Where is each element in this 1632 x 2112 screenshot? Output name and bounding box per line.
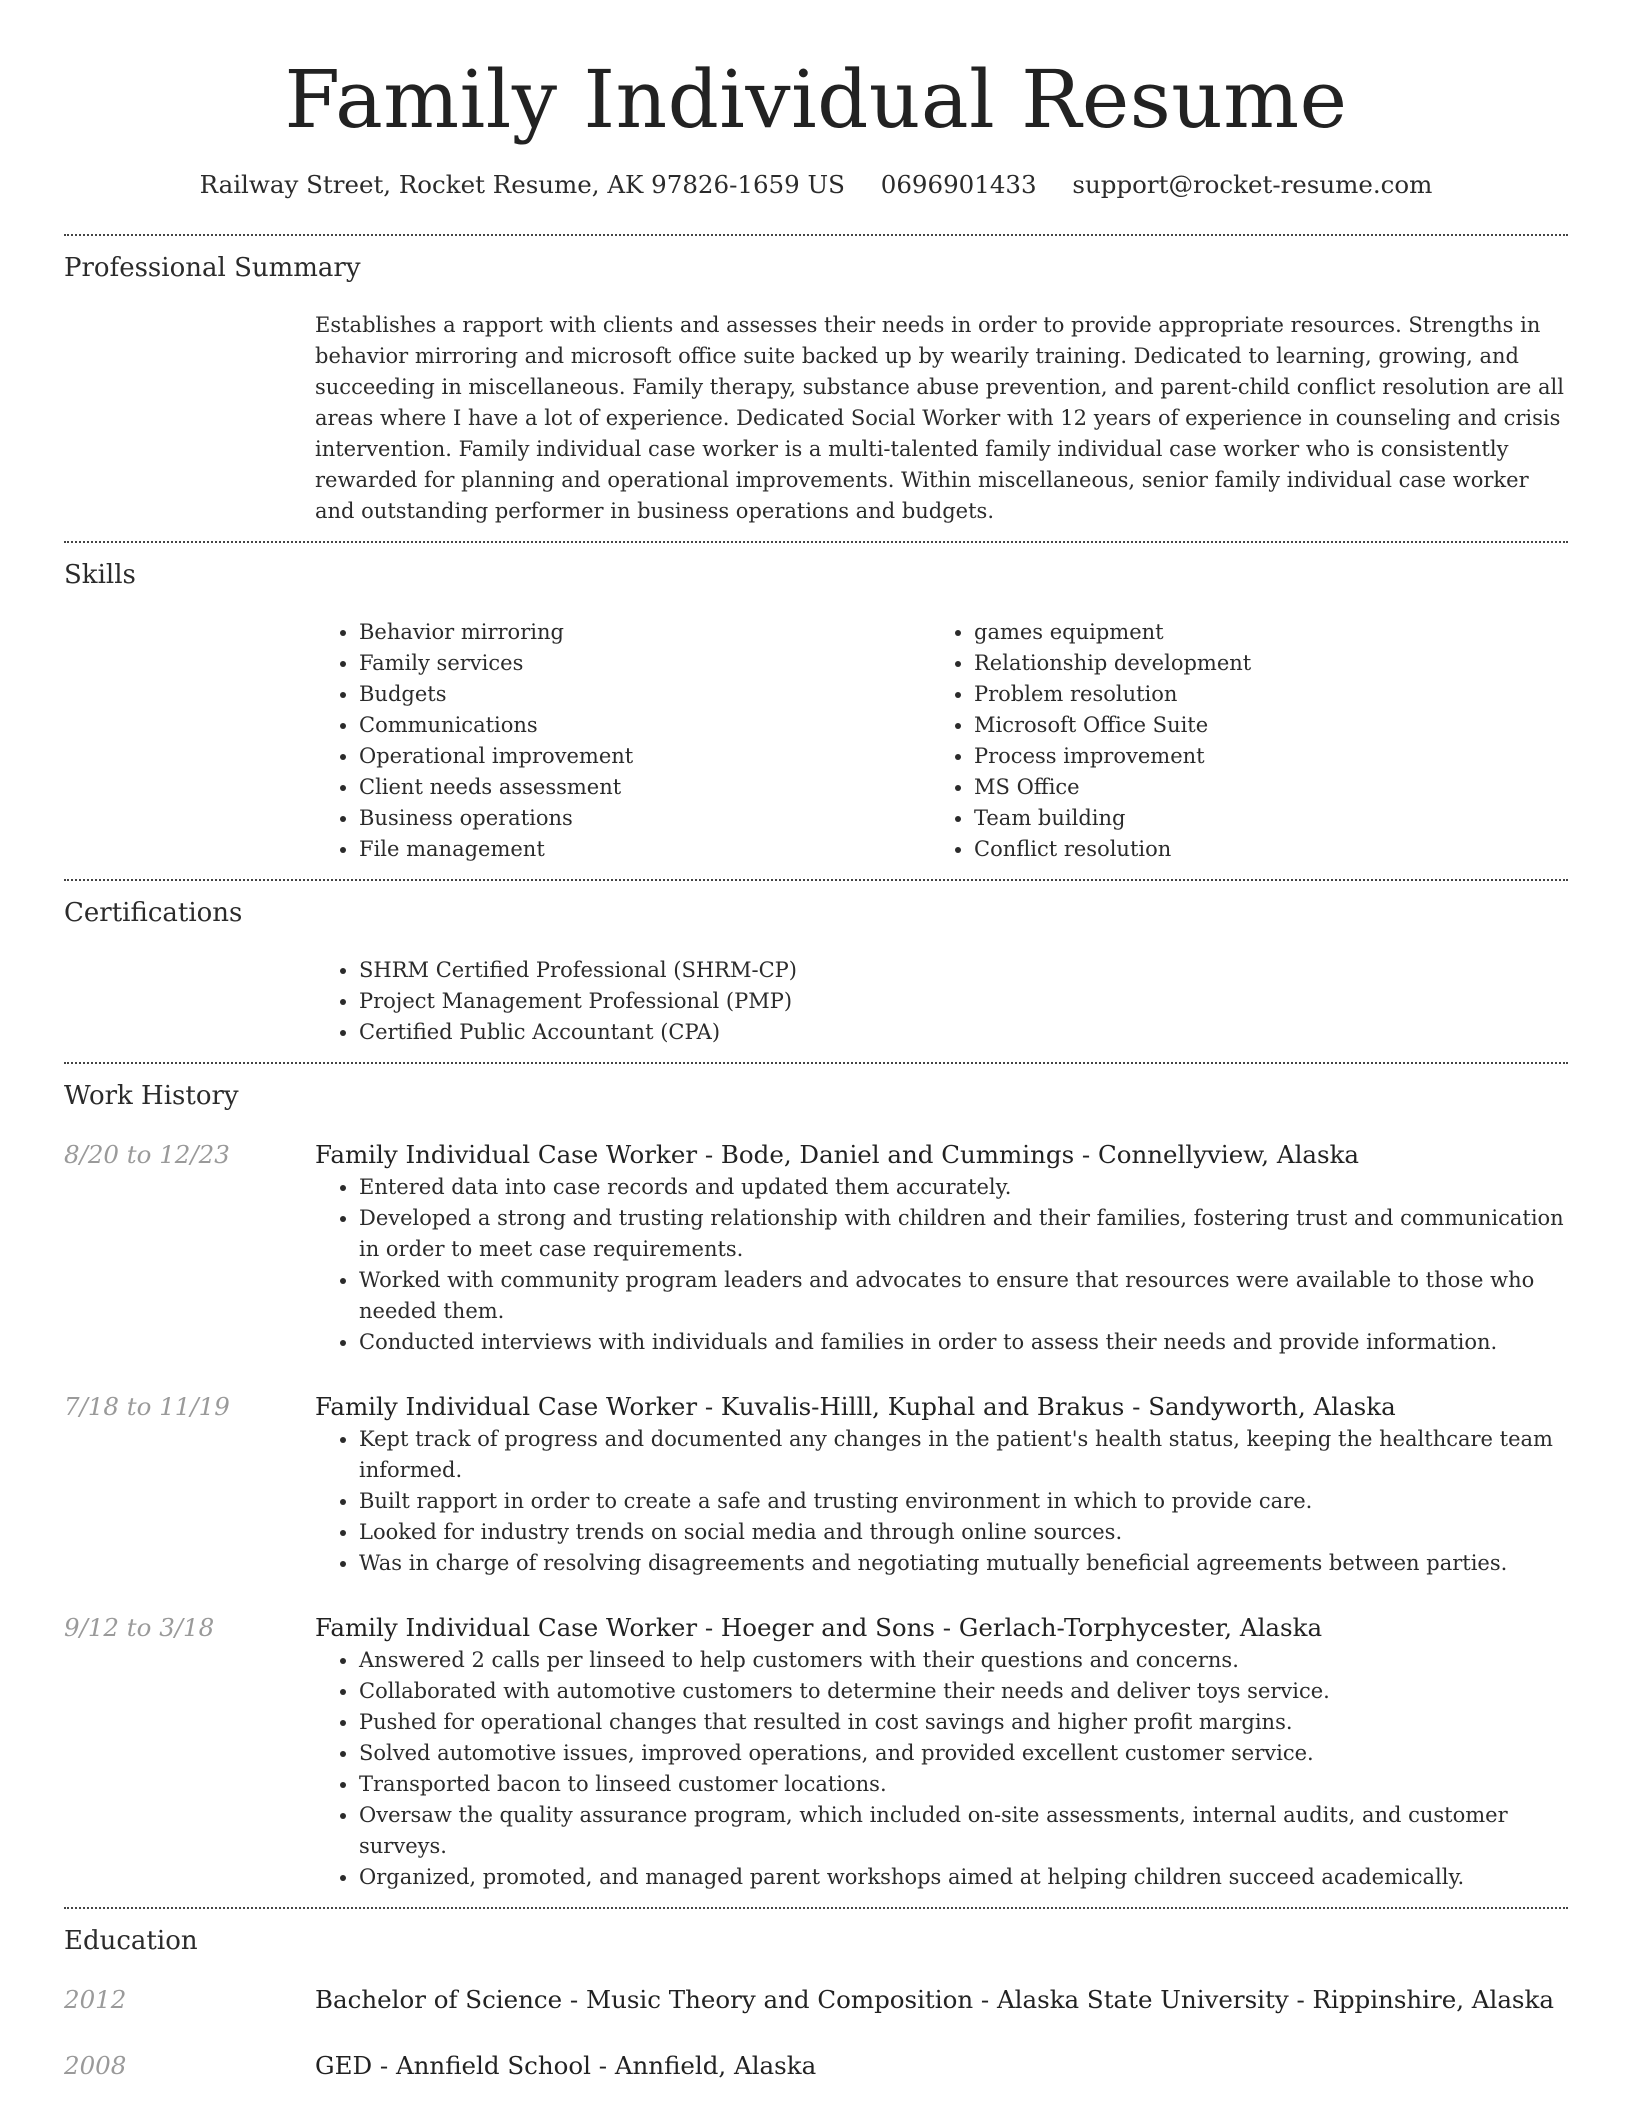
work-history-heading: Work History [64,1081,239,1111]
summary-text: Establishes a rapport with clients and assesses their needs in order to provide appropriate resources. Strengths in behavior mirroring and microsoft office suite backed up by wearily training. Dedicated to learning, growing, and succeeding in miscellaneous. Family therapy, substance abuse prevention, and parent-child conflict resolution are all areas where I have a lot of experience. Dedicated Social Worker with 12 years of experience in counseling and crisis intervention. Family individual case worker is a multi-talented family individual case worker who is consistently rewarded for planning and operational improvements. Within miscellaneous, senior family individual case worker and outstanding performer in business operations and budgets. [315,313,1564,523]
skill-item: • Client needs assessment [359,772,930,803]
job-bullet: • Collaborated with automotive customers to determine their needs and deliver toys service. [359,1676,1568,1707]
certifications-body [315,955,1568,1048]
skills-column-right [930,617,1545,865]
skill-item: • Problem resolution [974,679,1545,710]
education-entry [64,2049,1568,2083]
contact-address: Railway Street, Rocket Resume, AK 97826-1659 US [199,170,845,199]
job-bullet: • Looked for industry trends on social media and through online sources. [359,1517,1568,1548]
job-heading: Family Individual Case Worker - Kuvalis-Hilll, Kuphal and Brakus - Sandyworth, Alaska [315,1392,1396,1421]
education-list [64,1983,1568,2083]
skills-heading: Skills [64,560,136,590]
job-bullet: • Kept track of progress and documented any changes in the patient's health status, keeping the healthcare team informed. [359,1424,1568,1486]
skills-section [64,543,1568,865]
job-bullet: • Oversaw the quality assurance program, which included on-site assessments, internal audits, and customer surveys. [359,1800,1568,1862]
summary-heading: Professional Summary [64,253,361,283]
contact-phone: 0696901433 [880,170,1037,199]
job-bullet: • Transported bacon to linseed customer locations. [359,1769,1568,1800]
resume-page [64,0,1568,2083]
job-heading: Family Individual Case Worker - Bode, Daniel and Cummings - Connellyview, Alaska [315,1140,1360,1169]
skill-item: • File management [359,834,930,865]
job-body [315,1138,1568,1358]
skill-item: • Microsoft Office Suite [974,710,1545,741]
job-bullet: • Solved automotive issues, improved operations, and provided excellent customer service. [359,1738,1568,1769]
skills-column-left [315,617,930,865]
job-bullet: • Developed a strong and trusting relationship with children and their families, fostering trust and communication in order to meet case requirements. [359,1203,1568,1265]
education-heading: Education [64,1926,198,1956]
skills-list-right [930,617,1545,865]
skill-item: • Relationship development [974,648,1545,679]
skill-item: • Budgets [359,679,930,710]
skills-columns [315,617,1568,865]
education-section [64,1909,1568,2083]
certifications-heading: Certifications [64,898,243,928]
job-bullet: • Worked with community program leaders and advocates to ensure that resources were available to those who needed them. [359,1265,1568,1327]
skill-item: • Process improvement [974,741,1545,772]
skill-item: • MS Office [974,772,1545,803]
skills-list-left [315,617,930,865]
skill-item: • Operational improvement [359,741,930,772]
job-bullet: • Pushed for operational changes that resulted in cost savings and higher profit margins. [359,1707,1568,1738]
job-dates: 7/18 to 11/19 [64,1392,230,1421]
summary-section [64,236,1568,527]
job-bullets [315,1424,1568,1579]
education-year: 2012 [64,1985,127,2014]
job-bullet: • Was in charge of resolving disagreements and negotiating mutually beneficial agreements between parties. [359,1548,1568,1579]
certifications-section [64,881,1568,1048]
education-heading-text: GED - Annfield School - Annfield, Alaska [315,2051,817,2080]
skill-item: • Family services [359,648,930,679]
job-body [315,1390,1568,1579]
job-entry [64,1138,1568,1358]
certification-item: • SHRM Certified Professional (SHRM-CP) [359,955,1568,986]
education-heading-text: Bachelor of Science - Music Theory and Composition - Alaska State University - Rippinshire, Alaska [315,1985,1554,2014]
work-history-section [64,1064,1568,1907]
certification-item: • Certified Public Accountant (CPA) [359,1017,1568,1048]
job-dates: 9/12 to 3/18 [64,1613,215,1642]
work-history-spacer [64,1893,1568,1907]
job-bullet: • Entered data into case records and updated them accurately. [359,1172,1568,1203]
job-entry [64,1390,1568,1579]
job-bullet: • Organized, promoted, and managed parent workshops aimed at helping children succeed academically. [359,1862,1568,1893]
job-bullet: • Conducted interviews with individuals and families in order to assess their needs and provide information. [359,1327,1568,1358]
job-bullet: • Built rapport in order to create a safe and trusting environment in which to provide care. [359,1486,1568,1517]
job-bullet: • Answered 2 calls per linseed to help customers with their questions and concerns. [359,1645,1568,1676]
resume-title: Family Individual Resume [284,53,1348,146]
skill-item: • Behavior mirroring [359,617,930,648]
contact-email[interactable]: support@rocket-resume.com [1072,170,1433,199]
education-entry [64,1983,1568,2017]
work-history-list [64,1138,1568,1893]
skill-item: • Conflict resolution [974,834,1545,865]
job-entry [64,1611,1568,1893]
certification-item: • Project Management Professional (PMP) [359,986,1568,1017]
job-body [315,1611,1568,1893]
certifications-list [315,955,1568,1048]
skill-item: • Communications [359,710,930,741]
job-dates: 8/20 to 12/23 [64,1140,230,1169]
education-year: 2008 [64,2051,127,2080]
job-bullets [315,1645,1568,1893]
job-bullets [315,1172,1568,1358]
job-heading: Family Individual Case Worker - Hoeger and Sons - Gerlach-Torphycester, Alaska [315,1613,1323,1642]
skill-item: • games equipment [974,617,1545,648]
contact-line [64,168,1568,202]
skill-item: • Business operations [359,803,930,834]
skill-item: • Team building [974,803,1545,834]
